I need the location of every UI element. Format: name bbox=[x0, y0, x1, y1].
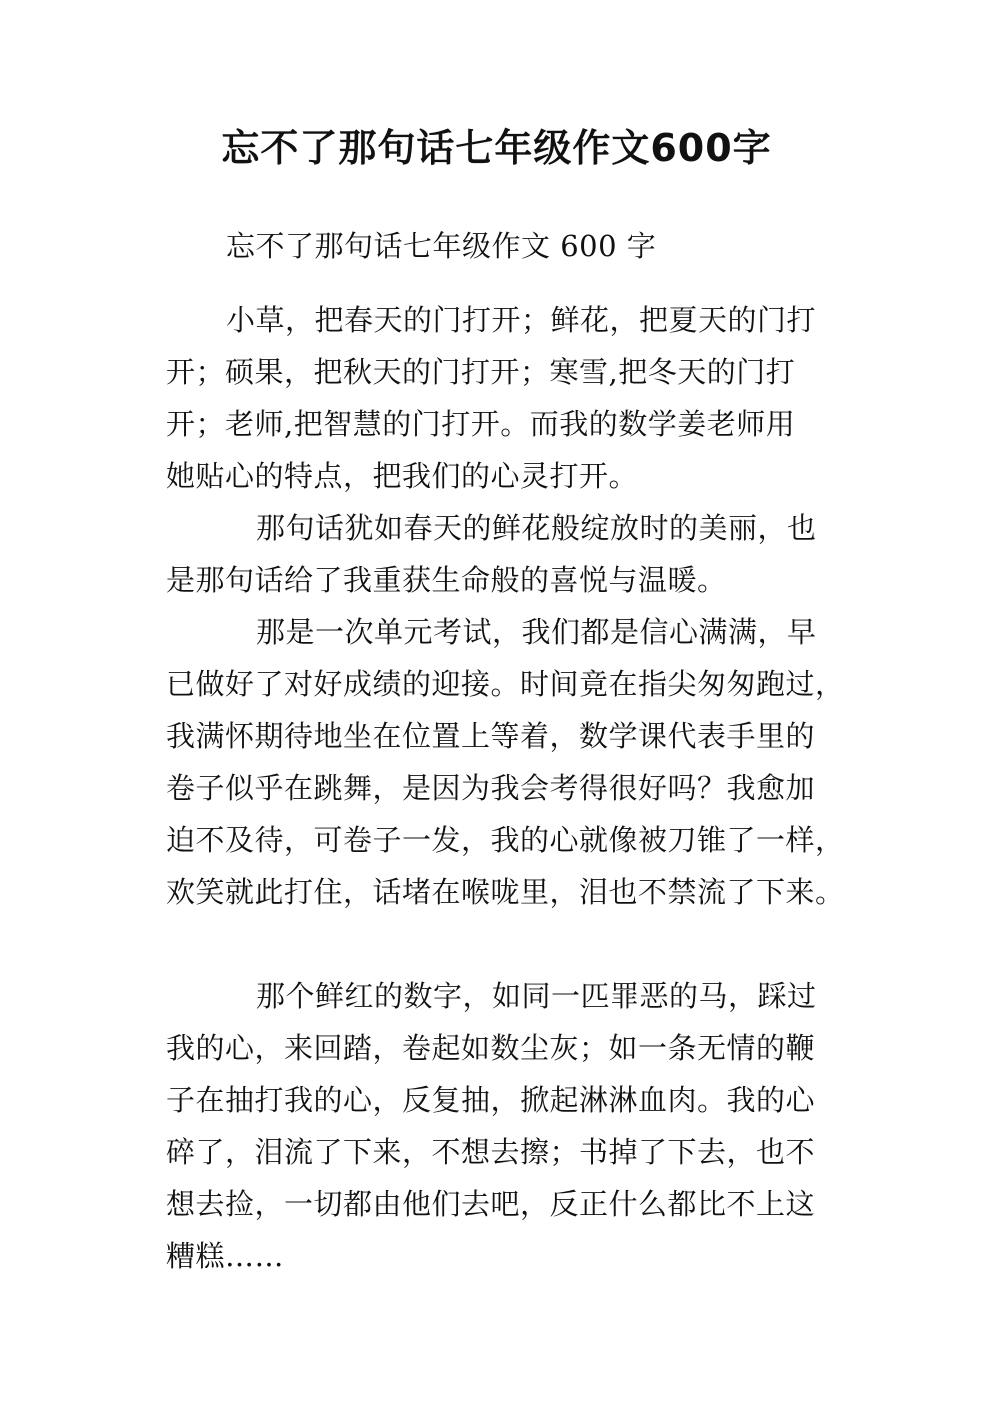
paragraph-line: 我满怀期待地坐在位置上等着，数学课代表手里的 bbox=[166, 719, 816, 753]
paragraph-line: 那个鲜红的数字，如同一匹罪恶的马，踩过 bbox=[256, 979, 817, 1013]
paragraph-line: 那是一次单元考试，我们都是信心满满，早 bbox=[256, 615, 817, 649]
paragraph-line: 那句话犹如春天的鲜花般绽放时的美丽，也 bbox=[256, 511, 817, 545]
paragraph-line: 碎了，泪流了下来，不想去擦；书掉了下去，也不 bbox=[166, 1135, 816, 1169]
paragraph-line: 是那句话给了我重获生命般的喜悦与温暖。 bbox=[166, 563, 727, 597]
paragraph-line: 我的心，来回踏，卷起如数尘灰；如一条无情的鞭 bbox=[166, 1031, 816, 1065]
paragraph-line: 想去捡，一切都由他们去吧，反正什么都比不上这 bbox=[166, 1187, 816, 1221]
paragraph-line: 小草，把春天的门打开；鲜花，把夏天的门打 bbox=[226, 303, 817, 337]
paragraph-line: 开；硕果，把秋天的门打开；寒雪,把冬天的门打 bbox=[166, 355, 796, 389]
paragraph-line: 子在抽打我的心，反复抽，掀起淋淋血肉。我的心 bbox=[166, 1083, 816, 1117]
paragraph-line: 已做好了对好成绩的迎接。时间竟在指尖匆匆跑过， bbox=[166, 667, 845, 701]
paragraph-line: 迫不及待，可卷子一发，我的心就像被刀锥了一样， bbox=[166, 823, 845, 857]
paragraph-line: 卷子似乎在跳舞，是因为我会考得很好吗？我愈加 bbox=[166, 771, 816, 805]
paragraph-line: 糟糕…… bbox=[166, 1239, 285, 1273]
subtitle-line: 忘不了那句话七年级作文 600 字 bbox=[226, 229, 657, 263]
paragraph-line: 她贴心的特点，把我们的心灵打开。 bbox=[166, 459, 639, 493]
paragraph-line: 开；老师,把智慧的门打开。而我的数学姜老师用 bbox=[166, 407, 796, 441]
document-title: 忘不了那句话七年级作文600字 bbox=[221, 126, 772, 170]
paragraph-line: 欢笑就此打住，话堵在喉咙里，泪也不禁流了下来。 bbox=[166, 875, 845, 909]
